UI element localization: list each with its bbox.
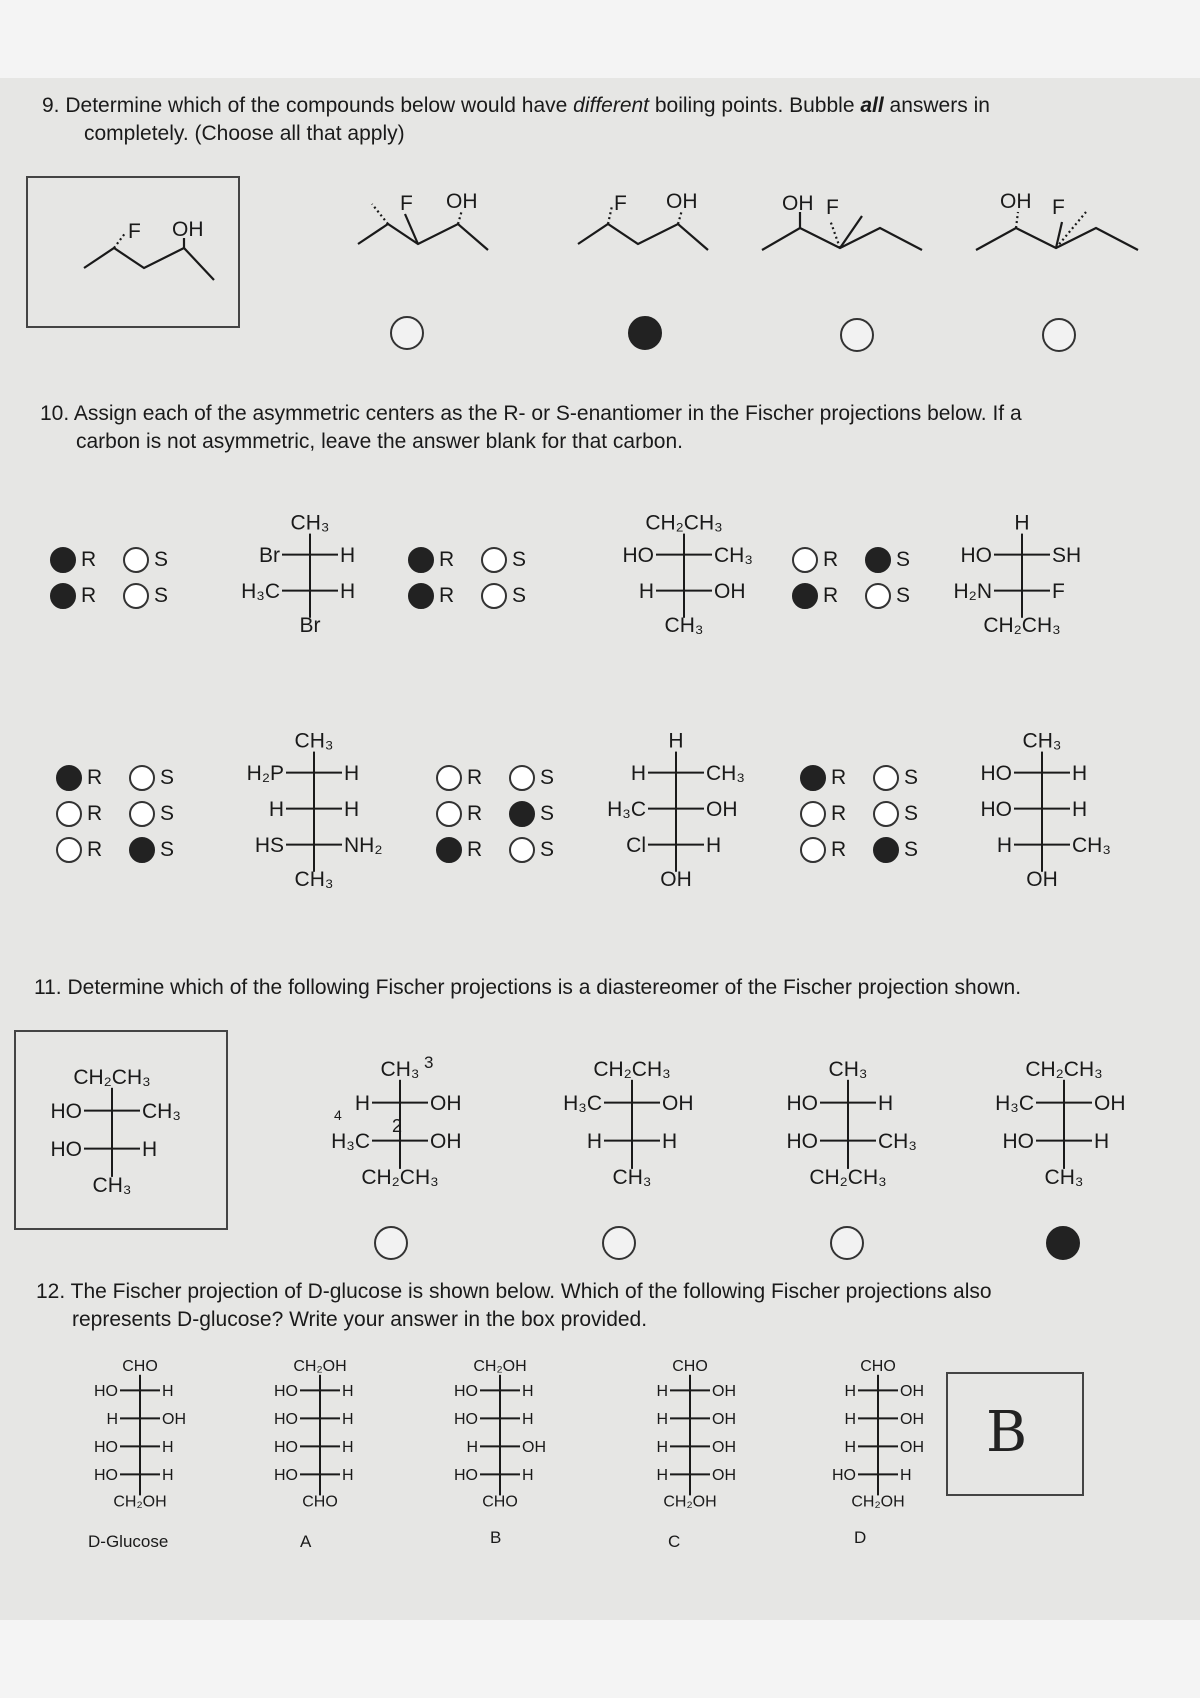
q9-opt3-f: F bbox=[826, 196, 839, 219]
q10-fp1-bottom: Br bbox=[299, 614, 321, 638]
q12-s3-top: CH₂OH bbox=[473, 1357, 527, 1375]
q10-g1r2-S-label: S bbox=[154, 584, 169, 608]
q9-opt3-oh: OH bbox=[782, 192, 814, 215]
q10-fp5-top: H bbox=[668, 729, 684, 753]
q10-g6r1-R-label: R bbox=[831, 766, 847, 790]
q12-handwritten-answer: B bbox=[986, 1400, 1028, 1465]
q12-s1-left-1: H bbox=[106, 1411, 118, 1428]
q10-g3r2-R-label: R bbox=[823, 584, 839, 608]
q12-s4-right-1: OH bbox=[712, 1411, 736, 1428]
q9-opt2-f: F bbox=[614, 192, 627, 215]
q12-s5-right-3: H bbox=[900, 1467, 912, 1484]
q10-g2r1-R-label: R bbox=[439, 548, 455, 572]
q11-opt4-top: CH₂CH₃ bbox=[1025, 1057, 1103, 1081]
q10-fp2-right-1: OH bbox=[714, 580, 746, 603]
q10-g5r1-R-label: R bbox=[467, 766, 483, 790]
q12-s3-bottom: CHO bbox=[482, 1493, 518, 1511]
q11-opt4-bottom: CH₃ bbox=[1044, 1166, 1084, 1190]
q10-g4r3-R-label: R bbox=[87, 838, 103, 862]
q10-fp4-right-2: NH₂ bbox=[344, 834, 383, 857]
q10-g1r1-S-label: S bbox=[154, 548, 169, 572]
q11-ref-right-0: CH₃ bbox=[142, 1100, 181, 1123]
q10-g6r1-S-label: S bbox=[904, 766, 919, 790]
q12-s5-bottom: CH₂OH bbox=[851, 1493, 905, 1511]
q11-opt1-bottom: CH₂CH₃ bbox=[361, 1166, 439, 1190]
q10-fp4-left-1: H bbox=[268, 798, 284, 821]
q12-s1-left-2: HO bbox=[94, 1439, 118, 1456]
q11-ref-left-0: HO bbox=[50, 1100, 82, 1123]
q9-opt1-f: F bbox=[400, 192, 413, 215]
q12-s1-left-0: HO bbox=[94, 1383, 118, 1400]
q12-prompt-line1: 12. The Fischer projection of D-glucose is shown below. Which of the following Fischer projections also bbox=[36, 1280, 992, 1303]
q10-fp2-left-1: H bbox=[638, 580, 654, 603]
q10-g4r2-R-label: R bbox=[87, 802, 103, 826]
q9-prompt-line2: completely. (Choose all that apply) bbox=[84, 122, 405, 145]
q11-ref-right-1: H bbox=[142, 1138, 158, 1161]
q12-s4-right-2: OH bbox=[712, 1439, 736, 1456]
q9-ref-oh: OH bbox=[172, 218, 204, 241]
q10-fp5-bottom: OH bbox=[660, 868, 692, 892]
q12-s2-top: CH₂OH bbox=[293, 1357, 347, 1375]
q10-fp5-left-1: H₃C bbox=[607, 798, 646, 821]
q9-opt4-oh: OH bbox=[1000, 190, 1032, 213]
q12-s3-left-3: HO bbox=[454, 1467, 478, 1484]
q10-g5r1-S-label: S bbox=[540, 766, 555, 790]
q10-g2r2-R-label: R bbox=[439, 584, 455, 608]
q12-s3-right-0: H bbox=[522, 1383, 534, 1400]
q12-s1-right-1: OH bbox=[162, 1411, 186, 1428]
q11-ref-top: CH₂CH₃ bbox=[73, 1065, 151, 1089]
q10-fp5-right-1: OH bbox=[706, 798, 738, 821]
q12-s3-right-1: H bbox=[522, 1411, 534, 1428]
q12-s4-right-0: OH bbox=[712, 1383, 736, 1400]
q10-fp6-right-2: CH₃ bbox=[1072, 834, 1111, 857]
q9-text-c: answers in bbox=[883, 94, 990, 117]
q12-s5-left-1: H bbox=[844, 1411, 856, 1428]
q12-s4-left-3: H bbox=[656, 1467, 668, 1484]
q12-label-4: C bbox=[668, 1532, 681, 1551]
q12-label-3: B bbox=[490, 1528, 502, 1547]
q10-g6r3-S-label: S bbox=[904, 838, 919, 862]
q9-opt1-oh: OH bbox=[446, 190, 478, 213]
q9-ref-f: F bbox=[128, 220, 141, 243]
q12-label-5: D bbox=[854, 1528, 867, 1547]
q12-s4-left-2: H bbox=[656, 1439, 668, 1456]
q10-fp6-left-1: HO bbox=[980, 798, 1012, 821]
q10-g6r2-S-label: S bbox=[904, 802, 919, 826]
q12-s5-top: CHO bbox=[860, 1357, 896, 1375]
q12-s3-left-0: HO bbox=[454, 1383, 478, 1400]
q12-s4-left-1: H bbox=[656, 1411, 668, 1428]
q12-s2-left-2: HO bbox=[274, 1439, 298, 1456]
q12-s5-left-0: H bbox=[844, 1383, 856, 1400]
q11-opt4-right-0: OH bbox=[1094, 1092, 1126, 1115]
q10-fp4-bottom: CH₃ bbox=[294, 868, 334, 892]
q10-fp6-right-1: H bbox=[1072, 798, 1088, 821]
q12-prompt-line2: represents D-glucose? Write your answer in the box provided. bbox=[72, 1308, 648, 1331]
q10-fp3-left-0: HO bbox=[960, 544, 992, 567]
q10-fp4-left-2: HS bbox=[254, 834, 284, 857]
q11-opt4-left-0: H₃C bbox=[995, 1092, 1034, 1115]
q11-ref-bottom: CH₃ bbox=[92, 1174, 132, 1198]
q10-prompt-line1: 10. Assign each of the asymmetric centers as the R- or S-enantiomer in the Fischer projections below. If a bbox=[40, 402, 1022, 425]
q12-s2-bottom: CHO bbox=[302, 1493, 338, 1511]
q11-opt2-bottom: CH₃ bbox=[612, 1166, 652, 1190]
q11-opt4-right-1: H bbox=[1094, 1130, 1110, 1153]
q9-text-b: boiling points. Bubble bbox=[649, 94, 861, 117]
q10-g2r2-S-label: S bbox=[512, 584, 527, 608]
q12-s1-right-3: H bbox=[162, 1467, 174, 1484]
q10-fp6-bottom: OH bbox=[1026, 868, 1058, 892]
q11-opt3-bottom: CH₂CH₃ bbox=[809, 1166, 887, 1190]
q12-s3-left-2: H bbox=[466, 1439, 478, 1456]
q12-s1-right-0: H bbox=[162, 1383, 174, 1400]
q10-fp5-left-0: H bbox=[630, 762, 646, 785]
q12-s4-right-3: OH bbox=[712, 1467, 736, 1484]
q10-fp1-left-1: H₃C bbox=[241, 580, 280, 603]
q10-fp4-left-0: H₂P bbox=[246, 762, 284, 785]
q11-opt3-right-0: H bbox=[878, 1092, 894, 1115]
q11-opt1-left-0: H bbox=[354, 1092, 370, 1115]
q10-fp4-right-0: H bbox=[344, 762, 360, 785]
q10-g4r2-S-label: S bbox=[160, 802, 175, 826]
q12-s5-right-2: OH bbox=[900, 1439, 924, 1456]
q10-fp6-top: CH₃ bbox=[1022, 729, 1062, 753]
q10-fp1-top: CH₃ bbox=[290, 511, 330, 535]
q12-s3-right-2: OH bbox=[522, 1439, 546, 1456]
q10-fp4-top: CH₃ bbox=[294, 729, 334, 753]
q12-s4-top: CHO bbox=[672, 1357, 708, 1375]
q10-g1r1-R-label: R bbox=[81, 548, 97, 572]
q11-opt2-right-0: OH bbox=[662, 1092, 694, 1115]
q11-scribble-4: 4 bbox=[334, 1107, 342, 1123]
q12-s3-left-1: HO bbox=[454, 1411, 478, 1428]
q12-s1-top: CHO bbox=[122, 1357, 158, 1375]
q10-fp2-right-0: CH₃ bbox=[714, 544, 753, 567]
q10-fp3-left-1: H₂N bbox=[953, 580, 992, 603]
q12-s5-left-3: HO bbox=[832, 1467, 856, 1484]
q10-g5r2-R-label: R bbox=[467, 802, 483, 826]
q11-opt4-left-1: HO bbox=[1002, 1130, 1034, 1153]
q10-g5r3-S-label: S bbox=[540, 838, 555, 862]
q11-opt2-right-1: H bbox=[662, 1130, 678, 1153]
q10-fp4-right-1: H bbox=[344, 798, 360, 821]
q11-scribble-2: 2 bbox=[392, 1116, 403, 1136]
q10-g6r2-R-label: R bbox=[831, 802, 847, 826]
q9-text-a: 9. Determine which of the compounds below would have bbox=[42, 94, 574, 117]
q11-opt3-left-1: HO bbox=[786, 1130, 818, 1153]
q12-s1-bottom: CH₂OH bbox=[113, 1493, 167, 1511]
q12-s1-left-3: HO bbox=[94, 1467, 118, 1484]
q10-g4r3-S-label: S bbox=[160, 838, 175, 862]
q11-opt1-left-1: H₃C bbox=[331, 1130, 370, 1153]
q11-opt2-top: CH₂CH₃ bbox=[593, 1057, 671, 1081]
q12-s2-left-3: HO bbox=[274, 1467, 298, 1484]
q11-opt2-left-0: H₃C bbox=[563, 1092, 602, 1115]
q10-fp1-right-1: H bbox=[340, 580, 356, 603]
q10-fp3-bottom: CH₂CH₃ bbox=[983, 614, 1061, 638]
q10-g3r1-S-label: S bbox=[896, 548, 911, 572]
q12-s5-right-0: OH bbox=[900, 1383, 924, 1400]
q12-s4-left-0: H bbox=[656, 1383, 668, 1400]
q11-opt2-left-1: H bbox=[586, 1130, 602, 1153]
q10-fp1-right-0: H bbox=[340, 544, 356, 567]
q12-s2-right-0: H bbox=[342, 1383, 354, 1400]
q10-fp3-right-0: SH bbox=[1052, 544, 1082, 567]
q10-fp6-left-0: HO bbox=[980, 762, 1012, 785]
q12-s3-right-3: H bbox=[522, 1467, 534, 1484]
q10-g1r2-R-label: R bbox=[81, 584, 97, 608]
q12-s2-left-0: HO bbox=[274, 1383, 298, 1400]
q11-opt3-right-1: CH₃ bbox=[878, 1130, 917, 1153]
q10-prompt-line2: carbon is not asymmetric, leave the answer blank for that carbon. bbox=[76, 430, 683, 453]
q12-s2-right-1: H bbox=[342, 1411, 354, 1428]
q11-opt1-right-1: OH bbox=[430, 1130, 462, 1153]
q10-fp2-bottom: CH₃ bbox=[664, 614, 704, 638]
q10-g5r2-S-label: S bbox=[540, 802, 555, 826]
q11-ref-left-1: HO bbox=[50, 1138, 82, 1161]
q10-g5r3-R-label: R bbox=[467, 838, 483, 862]
q12-s5-right-1: OH bbox=[900, 1411, 924, 1428]
q9-opt2-oh: OH bbox=[666, 190, 698, 213]
q11-opt3-left-0: HO bbox=[786, 1092, 818, 1115]
q12-s2-right-2: H bbox=[342, 1439, 354, 1456]
q12-s1-right-2: H bbox=[162, 1439, 174, 1456]
q9-text-different: different bbox=[573, 94, 650, 117]
q10-g6r3-R-label: R bbox=[831, 838, 847, 862]
q10-g3r2-S-label: S bbox=[896, 584, 911, 608]
q11-scribble-3: 3 bbox=[424, 1053, 434, 1072]
q10-fp3-right-1: F bbox=[1052, 580, 1065, 603]
q10-g2r1-S-label: S bbox=[512, 548, 527, 572]
q11-opt1-top: CH₃ bbox=[380, 1057, 420, 1081]
q10-g3r1-R-label: R bbox=[823, 548, 839, 572]
q10-g4r1-R-label: R bbox=[87, 766, 103, 790]
q12-s2-right-3: H bbox=[342, 1467, 354, 1484]
q10-fp1-left-0: Br bbox=[259, 544, 280, 567]
q9-text-all: all bbox=[860, 94, 884, 117]
q12-s5-left-2: H bbox=[844, 1439, 856, 1456]
q12-s2-left-1: HO bbox=[274, 1411, 298, 1428]
q9-opt4-f: F bbox=[1052, 196, 1065, 219]
q10-fp2-top: CH₂CH₃ bbox=[645, 511, 723, 535]
q10-fp2-left-0: HO bbox=[622, 544, 654, 567]
q12-label-1: D-Glucose bbox=[88, 1532, 169, 1551]
q12-s4-bottom: CH₂OH bbox=[663, 1493, 717, 1511]
q10-fp5-left-2: Cl bbox=[626, 834, 646, 857]
q12-label-2: A bbox=[300, 1532, 312, 1551]
q10-fp5-right-0: CH₃ bbox=[706, 762, 745, 785]
q10-fp3-top: H bbox=[1014, 511, 1030, 535]
q10-fp5-right-2: H bbox=[706, 834, 722, 857]
q11-opt1-right-0: OH bbox=[430, 1092, 462, 1115]
q10-g4r1-S-label: S bbox=[160, 766, 175, 790]
q11-opt3-top: CH₃ bbox=[828, 1057, 868, 1081]
q10-fp6-right-0: H bbox=[1072, 762, 1088, 785]
q11-prompt: 11. Determine which of the following Fischer projections is a diastereomer of the Fischer projection shown. bbox=[34, 976, 1022, 999]
q10-fp6-left-2: H bbox=[996, 834, 1012, 857]
